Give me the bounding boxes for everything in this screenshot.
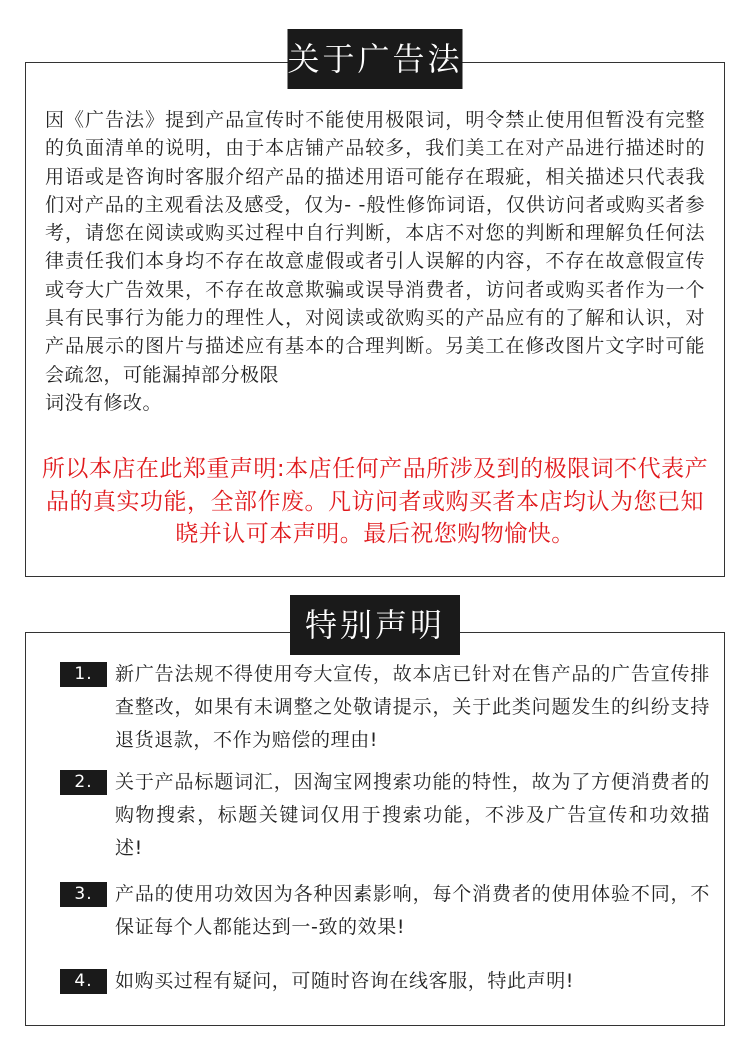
statement-number-badge: 3. (60, 882, 107, 907)
statement-number-badge: 1. (60, 662, 107, 687)
ad-law-intro-paragraph (45, 106, 705, 417)
statement-number-badge: 2. (60, 770, 107, 795)
ad-law-intro-last-line: 词没有修改。 (45, 391, 163, 414)
statement-text: 新广告法规不得使用夸大宣传，故本店已针对在售产品的广告宣传排查整改，如果有未调整之处敬请提示，关于此类问题发生的纠纷支持退货退款，不作为赔偿的理由! (115, 663, 710, 751)
ad-law-intro-text: 因《广告法》提到产品宣传时不能使用极限词，明令禁止使用但暂没有完整的负面清单的说明，由于本店铺产品较多，我们美工在对产品进行描述时的用语或是咨询时客服介绍产品的描述用语可能存在瑕疵，相关描述只代表我们对产品的主观看法及感受，仅为- -般性修饰词语，仅供访问者或购买者参考，请您在阅读或购买过程中自行判断，本店不对您的判断和理解负任何法律责任我们本身均不存在故意虚假或者引人误解的内容，不存在故意假宣传或夸大广告效果，不存在故意欺骗或误导消费者，访问者或购买者作为一个具有民事行为能力的理性人，对阅读或欲购买的产品应有的了解和认识，对产品展示的图片与描述应有基本的合理判断。另美工在修改图片文字时可能会疏忽，可能漏掉部分极限 (45, 109, 705, 386)
ad-law-declaration: 所以本店在此郑重声明:本店任何产品所涉及到的极限词不代表产品的真实功能，全部作废。凡访问者或购买者本店均认为您已知晓并认可本声明。最后祝您购物愉快。 (41, 456, 709, 547)
ad-law-section-title: 关于广告法 (288, 29, 463, 89)
statement-text: 关于产品标题词汇，因淘宝网搜索功能的特性，故为了方便消费者的购物搜索，标题关键词仅用于搜索功能，不涉及广告宣传和功效描述! (115, 771, 710, 859)
special-statement-section-title: 特别声明 (290, 595, 460, 655)
statement-number-badge: 4. (60, 969, 107, 994)
statement-text: 产品的使用功效因为各种因素影响，每个消费者的使用体验不同，不保证每个人都能达到一-致的效果! (115, 883, 710, 938)
statement-text: 如购买过程有疑问，可随时咨询在线客服，特此声明! (115, 970, 575, 992)
